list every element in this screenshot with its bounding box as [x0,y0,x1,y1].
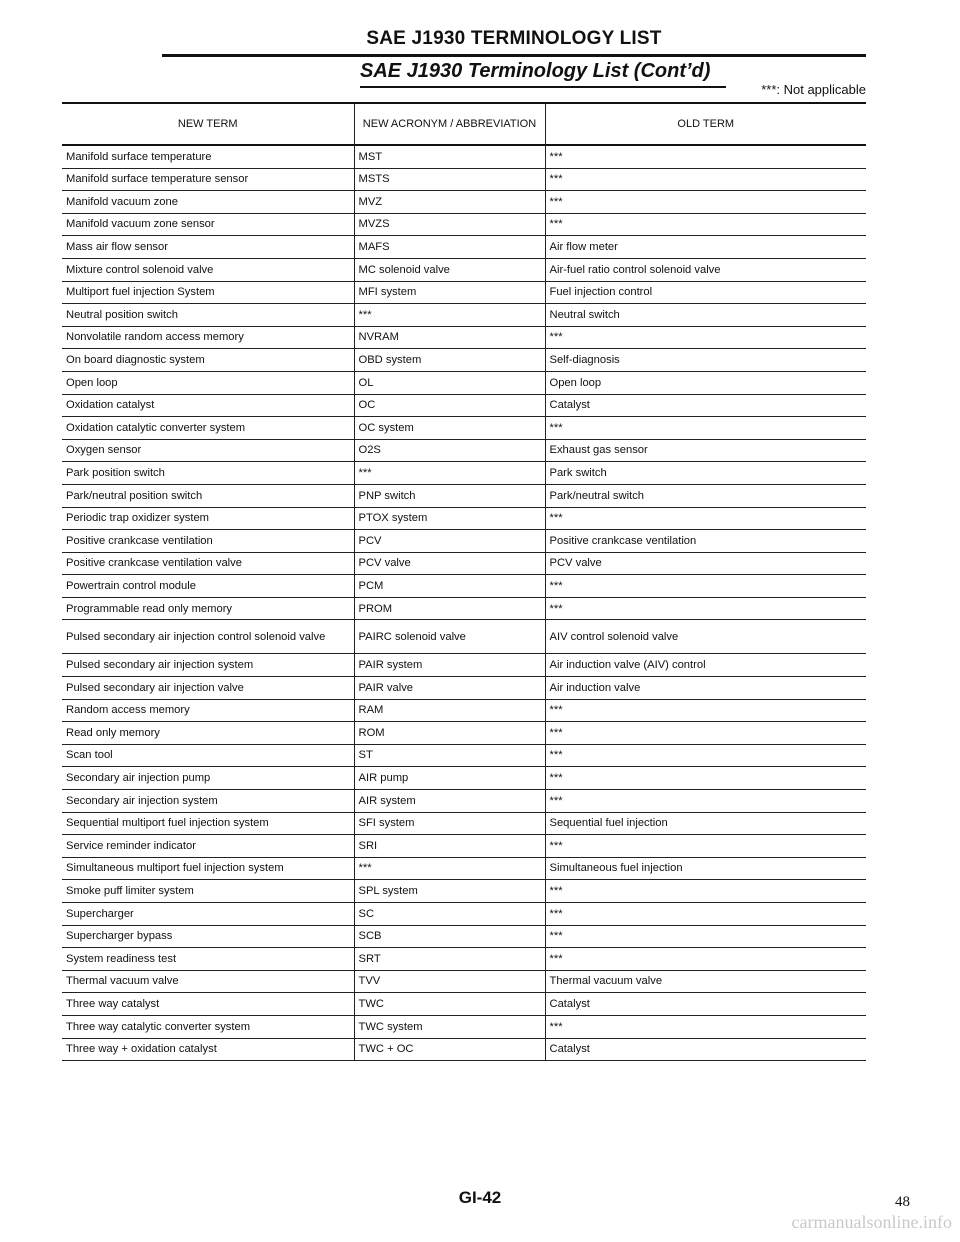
old-term-cell: *** [545,1015,866,1038]
old-term-cell: Park switch [545,462,866,485]
table-header-row [62,104,866,145]
acronym-cell: TWC system [354,1015,545,1038]
acronym-cell: TVV [354,970,545,993]
table-row [62,530,866,553]
new-term-cell: Neutral position switch [62,304,354,327]
new-term-cell: Secondary air injection system [62,790,354,813]
table-row [62,439,866,462]
acronym-cell: TWC + OC [354,1038,545,1061]
table-row [62,1015,866,1038]
table-row [62,349,866,372]
table-row [62,699,866,722]
old-term-cell: Catalyst [545,394,866,417]
table-row [62,744,866,767]
sub-title: SAE J1930 Terminology List (Cont’d) [360,60,726,88]
old-term-cell: Fuel injection control [545,281,866,304]
table-row [62,722,866,745]
new-term-cell: Park/neutral position switch [62,484,354,507]
new-term-cell: Park position switch [62,462,354,485]
new-term-cell: Mixture control solenoid valve [62,258,354,281]
acronym-cell: MST [354,145,545,168]
table-row [62,948,866,971]
acronym-cell: PAIR valve [354,677,545,700]
header-old-term: OLD TERM [545,104,866,145]
new-term-cell: Three way catalytic converter system [62,1015,354,1038]
table-row [62,903,866,926]
old-term-cell: *** [545,699,866,722]
table-row [62,304,866,327]
table-row [62,462,866,485]
new-term-cell: Oxygen sensor [62,439,354,462]
acronym-cell: O2S [354,439,545,462]
new-term-cell: Service reminder indicator [62,835,354,858]
old-term-cell: *** [545,145,866,168]
acronym-cell: *** [354,857,545,880]
table-row [62,835,866,858]
table-body [62,145,866,1061]
acronym-cell: PCM [354,575,545,598]
old-term-cell: Open loop [545,371,866,394]
acronym-cell: MVZS [354,213,545,236]
table-row [62,1038,866,1061]
acronym-cell: SRT [354,948,545,971]
old-term-cell: *** [545,744,866,767]
table-row [62,812,866,835]
new-term-cell: Mass air flow sensor [62,236,354,259]
table-row [62,507,866,530]
old-term-cell: *** [545,507,866,530]
acronym-cell: OC system [354,417,545,440]
old-term-cell: Air induction valve (AIV) control [545,654,866,677]
acronym-cell: PCV [354,530,545,553]
table-row [62,993,866,1016]
new-term-cell: Positive crankcase ventilation valve [62,552,354,575]
acronym-cell: MAFS [354,236,545,259]
new-term-cell: Smoke puff limiter system [62,880,354,903]
new-term-cell: Pulsed secondary air injection control solenoid valve [62,620,354,654]
table-row [62,236,866,259]
old-term-cell: Air induction valve [545,677,866,700]
new-term-cell: Periodic trap oxidizer system [62,507,354,530]
new-term-cell: Powertrain control module [62,575,354,598]
terminology-table-container [62,102,866,1061]
acronym-cell: SC [354,903,545,926]
new-term-cell: Read only memory [62,722,354,745]
new-term-cell: System readiness test [62,948,354,971]
old-term-cell: *** [545,575,866,598]
old-term-cell: *** [545,790,866,813]
acronym-cell: OL [354,371,545,394]
page-header [62,28,866,88]
new-term-cell: Three way + oxidation catalyst [62,1038,354,1061]
new-term-cell: Oxidation catalytic converter system [62,417,354,440]
acronym-cell: PAIRC solenoid valve [354,620,545,654]
acronym-cell: *** [354,304,545,327]
acronym-cell: SCB [354,925,545,948]
new-term-cell: Scan tool [62,744,354,767]
main-title: SAE J1930 TERMINOLOGY LIST [162,28,866,57]
old-term-cell: *** [545,948,866,971]
table-row [62,281,866,304]
table-row [62,258,866,281]
new-term-cell: Supercharger [62,903,354,926]
new-term-cell: Random access memory [62,699,354,722]
new-term-cell: Open loop [62,371,354,394]
table-row [62,790,866,813]
old-term-cell: Park/neutral switch [545,484,866,507]
old-term-cell: *** [545,326,866,349]
acronym-cell: MFI system [354,281,545,304]
table-row [62,767,866,790]
new-term-cell: Simultaneous multiport fuel injection system [62,857,354,880]
new-term-cell: Secondary air injection pump [62,767,354,790]
new-term-cell: Oxidation catalyst [62,394,354,417]
new-term-cell: Sequential multiport fuel injection system [62,812,354,835]
new-term-cell: Three way catalyst [62,993,354,1016]
old-term-cell: Thermal vacuum valve [545,970,866,993]
new-term-cell: Manifold vacuum zone sensor [62,213,354,236]
table-row [62,575,866,598]
table-row [62,213,866,236]
acronym-cell: SRI [354,835,545,858]
acronym-cell: TWC [354,993,545,1016]
new-term-cell: Positive crankcase ventilation [62,530,354,553]
table-row [62,371,866,394]
new-term-cell: Manifold vacuum zone [62,191,354,214]
old-term-cell: *** [545,597,866,620]
watermark: carmanualsonline.info [791,1212,952,1232]
old-term-cell: Positive crankcase ventilation [545,530,866,553]
table-row [62,654,866,677]
old-term-cell: *** [545,925,866,948]
acronym-cell: *** [354,462,545,485]
table-row [62,145,866,168]
table-row [62,394,866,417]
acronym-cell: OBD system [354,349,545,372]
old-term-cell: Exhaust gas sensor [545,439,866,462]
acronym-cell: AIR pump [354,767,545,790]
new-term-cell: Programmable read only memory [62,597,354,620]
not-applicable-note: ***: Not applicable [761,82,866,97]
acronym-cell: OC [354,394,545,417]
acronym-cell: NVRAM [354,326,545,349]
table-row [62,484,866,507]
new-term-cell: On board diagnostic system [62,349,354,372]
new-term-cell: Manifold surface temperature sensor [62,168,354,191]
old-term-cell: Catalyst [545,1038,866,1061]
acronym-cell: AIR system [354,790,545,813]
table-row [62,417,866,440]
old-term-cell: Self-diagnosis [545,349,866,372]
table-row [62,925,866,948]
old-term-cell: *** [545,168,866,191]
table-row [62,970,866,993]
old-term-cell: Catalyst [545,993,866,1016]
acronym-cell: RAM [354,699,545,722]
new-term-cell: Multiport fuel injection System [62,281,354,304]
page-number: 48 [895,1194,910,1210]
table-row [62,857,866,880]
page-code: GI-42 [458,1188,502,1207]
acronym-cell: ST [354,744,545,767]
table-row [62,677,866,700]
old-term-cell: Sequential fuel injection [545,812,866,835]
table-row [62,880,866,903]
old-term-cell: *** [545,767,866,790]
new-term-cell: Nonvolatile random access memory [62,326,354,349]
old-term-cell: *** [545,903,866,926]
old-term-cell: *** [545,880,866,903]
old-term-cell: *** [545,191,866,214]
new-term-cell: Manifold surface temperature [62,145,354,168]
acronym-cell: ROM [354,722,545,745]
old-term-cell: Simultaneous fuel injection [545,857,866,880]
old-term-cell: *** [545,722,866,745]
new-term-cell: Thermal vacuum valve [62,970,354,993]
acronym-cell: MVZ [354,191,545,214]
table-row [62,326,866,349]
acronym-cell: PNP switch [354,484,545,507]
new-term-cell: Pulsed secondary air injection system [62,654,354,677]
acronym-cell: PROM [354,597,545,620]
old-term-cell: AIV control solenoid valve [545,620,866,654]
old-term-cell: Neutral switch [545,304,866,327]
old-term-cell: *** [545,835,866,858]
terminology-table [62,104,866,1061]
old-term-cell: PCV valve [545,552,866,575]
header-new-term: NEW TERM [62,104,354,145]
old-term-cell: Air flow meter [545,236,866,259]
old-term-cell: *** [545,213,866,236]
acronym-cell: PTOX system [354,507,545,530]
acronym-cell: SFI system [354,812,545,835]
acronym-cell: MSTS [354,168,545,191]
table-row [62,620,866,654]
acronym-cell: PAIR system [354,654,545,677]
new-term-cell: Supercharger bypass [62,925,354,948]
acronym-cell: PCV valve [354,552,545,575]
new-term-cell: Pulsed secondary air injection valve [62,677,354,700]
old-term-cell: Air-fuel ratio control solenoid valve [545,258,866,281]
acronym-cell: SPL system [354,880,545,903]
header-new-acronym: NEW ACRONYM / ABBREVIATION [354,104,545,145]
table-row [62,191,866,214]
table-row [62,597,866,620]
table-row [62,168,866,191]
acronym-cell: MC solenoid valve [354,258,545,281]
old-term-cell: *** [545,417,866,440]
table-row [62,552,866,575]
